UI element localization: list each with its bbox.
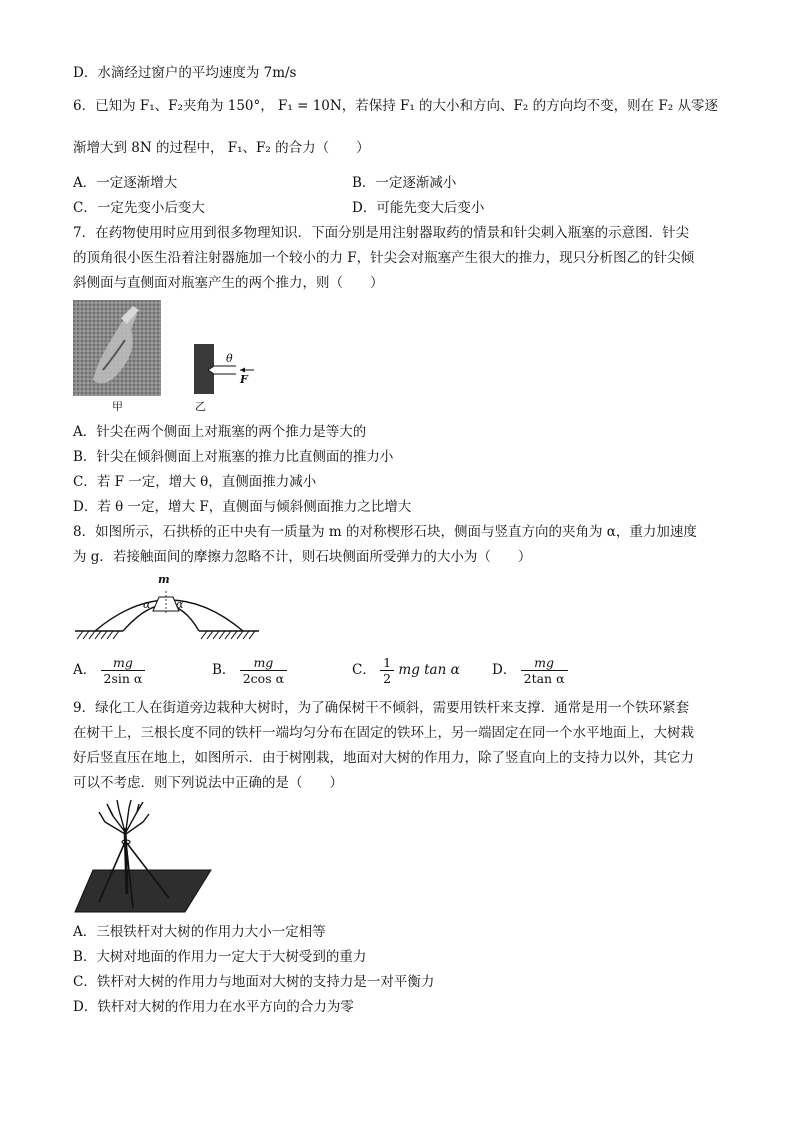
q8-option-c-tail: mg tan α — [398, 662, 460, 678]
q8-option-d-fraction — [521, 655, 568, 686]
q9-option-a: A．三根铁杆对大树的作用力大小一定相等 — [73, 924, 326, 940]
q6-option-d: D．可能先变大后变小 — [352, 200, 485, 216]
q8-stem-line1: 8．如图所示，石拱桥的正中央有一质量为 m 的对称楔形石块，侧面与竖直方向的夹角为 α，重力加速度 — [73, 524, 697, 540]
q9-stem-line4: 可以不考虑．则下列说法中正确的是（ ） — [73, 775, 343, 791]
tree-support-diagram — [73, 798, 213, 916]
syringe-photo — [73, 300, 161, 396]
q7-stem-line3: 斜侧面与直侧面对瓶塞产生的两个推力，则（ ） — [73, 275, 384, 291]
q9-stem-line3: 好后竖直压在地上，如图所示．由于树刚栽，地面对大树的作用力，除了竖直向上的支持力以外，其它力 — [73, 750, 694, 766]
q8-option-b-label: B． — [212, 662, 236, 678]
q7-stem-line2: 的顶角很小医生沿着注射器施加一个较小的力 F，针尖会对瓶塞产生很大的推力，现只分析图乙的针尖倾 — [73, 250, 695, 266]
q6-option-b: B．一定逐渐减小 — [352, 175, 457, 191]
q8-option-c-denominator: 2 — [383, 671, 392, 686]
q7-option-a: A．针尖在两个侧面上对瓶塞的两个推力是等大的 — [73, 424, 367, 440]
q8-option-b — [212, 655, 287, 686]
q8-option-d — [492, 655, 568, 686]
q9-stem-line2: 在树干上，三根长度不同的铁杆一端均匀分布在固定的铁环上，另一端固定在同一个水平地面上，大树栽 — [73, 725, 694, 741]
q8-option-b-denominator: 2cos α — [242, 671, 285, 686]
fig-force-label: F — [240, 373, 248, 386]
fig-alpha-right: α — [176, 598, 184, 611]
q7-option-b: B．针尖在倾斜侧面上对瓶塞的推力比直侧面的推力小 — [73, 449, 394, 465]
q8-option-a-label: A． — [73, 662, 97, 678]
q8-option-a — [73, 655, 145, 686]
q7-stem-line1: 7．在药物使用时应用到很多物理知识．下面分别是用注射器取药的情景和针尖刺入瓶塞的示意图．针尖 — [73, 225, 690, 241]
q6-option-c: C．一定先变小后变大 — [73, 200, 205, 216]
q8-option-d-numerator: mg — [521, 655, 568, 671]
q8-option-a-fraction — [101, 655, 146, 686]
q8-option-a-denominator: 2sin α — [103, 671, 143, 686]
fig-alpha-left: α — [143, 598, 151, 611]
fig-theta-label: θ — [226, 352, 233, 365]
q7-option-c: C．若 F 一定，增大 θ，直侧面推力减小 — [73, 474, 317, 490]
q8-option-b-numerator: mg — [240, 655, 287, 671]
q8-stem-line2: 为 g．若接触面间的摩擦力忽略不计，则石块侧面所受弹力的大小为（ ） — [73, 549, 532, 565]
q6-stem-line1: 6．已知为 F₁、F₂夹角为 150°， F₁ = 10N，若保持 F₁ 的大小和方向、F₂ 的方向均不变，则在 F₂ 从零逐 — [73, 98, 718, 114]
q6-option-a: A．一定逐渐增大 — [73, 175, 178, 191]
q8-option-c-label: C． — [352, 662, 376, 678]
q9-option-c: C．铁杆对大树的作用力与地面对大树的支持力是一对平衡力 — [73, 974, 435, 990]
q8-option-c-fraction — [380, 655, 394, 686]
q7-option-d: D．若 θ 一定，增大 F，直侧面与倾斜侧面推力之比增大 — [73, 499, 412, 515]
q8-option-b-fraction — [240, 655, 287, 686]
fig-label-yi: 乙 — [195, 400, 206, 413]
q8-option-c-numerator: 1 — [380, 655, 394, 671]
q5-option-d: D．水滴经过窗户的平均速度为 7m/s — [73, 65, 297, 81]
fig-mass-label: m — [158, 573, 170, 586]
q9-option-b: B．大树对地面的作用力一定大于大树受到的重力 — [73, 949, 367, 965]
q8-option-d-denominator: 2tan α — [523, 671, 565, 686]
q8-option-a-numerator: mg — [101, 655, 146, 671]
q9-option-d: D．铁杆对大树的作用力在水平方向的合力为零 — [73, 999, 354, 1015]
q8-option-d-label: D． — [492, 662, 517, 678]
fig-label-jia: 甲 — [112, 400, 123, 413]
q9-stem-line1: 9．绿化工人在街道旁边栽种大树时，为了确保树干不倾斜，需要用铁杆来支撑．通常是用一个铁环紧套 — [73, 700, 690, 716]
q6-stem-line2: 渐增大到 8N 的过程中， F₁、F₂ 的合力（ ） — [73, 140, 370, 156]
q8-option-c — [352, 655, 460, 686]
needle-diagram — [190, 340, 270, 398]
